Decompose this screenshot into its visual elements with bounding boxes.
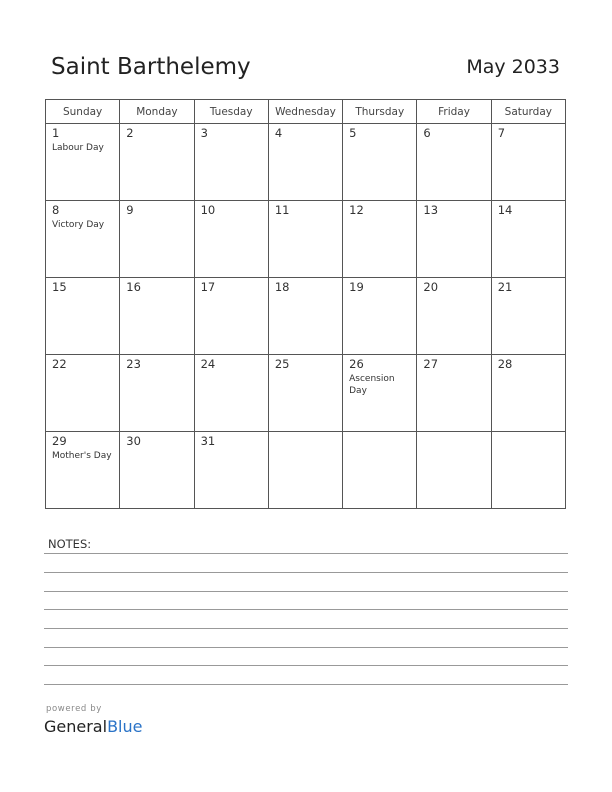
day-cell <box>268 355 342 432</box>
day-cell <box>343 124 417 201</box>
note-line <box>44 553 568 554</box>
day-number: 3 <box>200 126 208 140</box>
day-cell <box>491 355 565 432</box>
day-number: 7 <box>497 126 506 140</box>
day-cell <box>46 355 120 432</box>
week-row <box>46 201 566 278</box>
weekday-header: Thursday <box>343 100 417 124</box>
day-number: 23 <box>126 357 141 371</box>
day-cell <box>46 124 120 201</box>
day-number: 24 <box>200 357 216 371</box>
note-line <box>44 591 568 592</box>
day-cell <box>194 355 268 432</box>
day-cell <box>194 201 268 278</box>
note-line <box>44 647 568 648</box>
calendar-title: Saint Barthelemy <box>51 54 251 80</box>
day-cell <box>417 355 491 432</box>
day-cell <box>417 201 491 278</box>
note-line <box>44 628 568 629</box>
powered-by-text: powered by <box>46 704 102 714</box>
day-number: 4 <box>274 126 283 140</box>
empty-day-cell <box>491 432 565 509</box>
day-number: 30 <box>126 434 141 448</box>
note-line <box>44 684 568 685</box>
day-number: 17 <box>200 280 216 294</box>
empty-day-cell <box>417 432 491 509</box>
weekday-header: Sunday <box>46 100 120 124</box>
day-cell <box>120 355 194 432</box>
day-number: 13 <box>423 203 439 217</box>
weekday-header-row <box>46 100 566 124</box>
day-cell <box>268 278 342 355</box>
day-number: 29 <box>52 434 67 448</box>
note-line <box>44 572 568 573</box>
holiday-label: Mother's Day <box>52 451 112 461</box>
notes-label: NOTES: <box>48 537 92 551</box>
day-number: 12 <box>349 203 364 217</box>
day-cell <box>194 124 268 201</box>
day-number: 6 <box>423 126 431 140</box>
weekday-header: Monday <box>120 100 194 124</box>
empty-day-cell <box>268 432 342 509</box>
month-label: May 2033 <box>466 56 560 78</box>
day-cell <box>343 355 417 432</box>
note-line <box>44 665 568 666</box>
day-cell <box>46 201 120 278</box>
weekday-header: Tuesday <box>194 100 268 124</box>
week-row <box>46 278 566 355</box>
holiday-label: Labour Day <box>52 143 104 153</box>
day-cell <box>268 124 342 201</box>
brand-name-general: General <box>44 717 108 736</box>
brand-name-blue: Blue <box>107 717 143 736</box>
day-cell <box>120 278 194 355</box>
day-number: 19 <box>349 280 364 294</box>
day-cell <box>194 278 268 355</box>
day-number: 31 <box>200 434 216 448</box>
day-number: 28 <box>497 357 513 371</box>
day-cell <box>120 201 194 278</box>
day-number: 11 <box>274 203 290 217</box>
holiday-label: Victory Day <box>52 220 105 230</box>
day-cell <box>120 124 194 201</box>
weekday-header: Saturday <box>491 100 565 124</box>
day-cell <box>417 124 491 201</box>
day-cell <box>491 124 565 201</box>
day-number: 2 <box>126 126 134 140</box>
day-cell <box>343 201 417 278</box>
week-row <box>46 124 566 201</box>
day-number: 26 <box>349 357 364 371</box>
day-number: 15 <box>52 280 67 294</box>
day-cell <box>268 201 342 278</box>
day-number: 27 <box>423 357 439 371</box>
empty-day-cell <box>343 432 417 509</box>
day-cell <box>194 432 268 509</box>
day-number: 20 <box>423 280 439 294</box>
day-number: 25 <box>274 357 290 371</box>
day-cell <box>491 201 565 278</box>
day-number: 1 <box>52 126 60 140</box>
week-row <box>46 355 566 432</box>
day-number: 21 <box>497 280 513 294</box>
day-cell <box>46 278 120 355</box>
week-row <box>46 432 566 509</box>
weekday-header: Wednesday <box>268 100 342 124</box>
day-cell <box>417 278 491 355</box>
day-cell <box>120 432 194 509</box>
day-cell <box>46 432 120 509</box>
brand-logo <box>44 717 142 736</box>
day-number: 18 <box>274 280 290 294</box>
day-number: 8 <box>52 203 60 217</box>
weekday-header: Friday <box>417 100 491 124</box>
day-number: 22 <box>52 357 67 371</box>
calendar-grid <box>45 99 566 509</box>
holiday-label: Ascension Day <box>349 374 395 396</box>
day-number: 10 <box>200 203 216 217</box>
day-number: 9 <box>126 203 134 217</box>
note-line <box>44 609 568 610</box>
day-number: 16 <box>126 280 141 294</box>
day-cell <box>491 278 565 355</box>
day-cell <box>343 278 417 355</box>
day-number: 5 <box>349 126 357 140</box>
day-number: 14 <box>497 203 513 217</box>
